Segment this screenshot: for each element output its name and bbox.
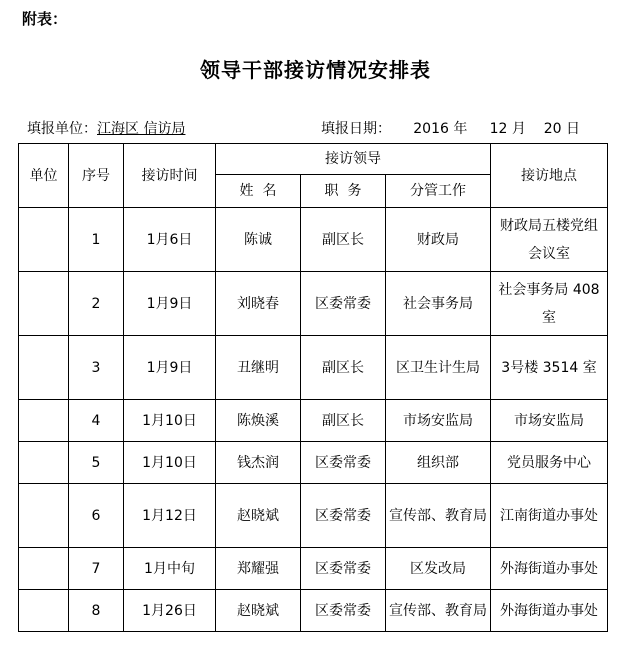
- cell-time: 1月12日: [124, 484, 216, 548]
- date-day-unit: 日: [566, 121, 580, 137]
- cell-seq: 8: [69, 590, 124, 632]
- cell-duty: 社会事务局: [386, 272, 491, 336]
- col-header-duty: 分管工作: [386, 175, 491, 208]
- cell-unit: [19, 590, 69, 632]
- cell-name: 钱杰润: [216, 442, 301, 484]
- cell-name: 陈焕溪: [216, 400, 301, 442]
- cell-time: 1月10日: [124, 400, 216, 442]
- table-row: [19, 548, 608, 590]
- col-header-leader-group: 接访领导: [216, 144, 491, 175]
- cell-position: 区委常委: [301, 272, 386, 336]
- cell-duty: 区发改局: [386, 548, 491, 590]
- reporting-date: [321, 118, 580, 138]
- col-header-name: 姓 名: [216, 175, 301, 208]
- cell-unit: [19, 400, 69, 442]
- page-title: 领导干部接访情况安排表: [200, 58, 431, 82]
- cell-duty: 组织部: [386, 442, 491, 484]
- date-month: 12: [489, 121, 508, 137]
- cell-time: 1月中旬: [124, 548, 216, 590]
- date-year: 2016: [413, 121, 449, 137]
- cell-name: 郑耀强: [216, 548, 301, 590]
- table-row: [19, 484, 608, 548]
- date-year-unit: 年: [453, 121, 468, 137]
- col-header-unit: 单位: [19, 144, 69, 208]
- header-row: [19, 144, 608, 175]
- table-row: [19, 272, 608, 336]
- cell-time: 1月6日: [124, 208, 216, 272]
- cell-location: 3号楼 3514 室: [491, 336, 608, 400]
- date-day: 20: [543, 121, 562, 137]
- reporting-unit: [27, 118, 185, 138]
- cell-location: 江南街道办事处: [491, 484, 608, 548]
- cell-time: 1月10日: [124, 442, 216, 484]
- cell-location: 财政局五楼党组会议室: [491, 208, 608, 272]
- table-row: [19, 590, 608, 632]
- cell-seq: 6: [69, 484, 124, 548]
- cell-seq: 5: [69, 442, 124, 484]
- date-label: 填报日期：: [321, 121, 391, 137]
- table-row: [19, 208, 608, 272]
- cell-duty: 宣传部、教育局: [386, 484, 491, 548]
- unit-label: 填报单位：: [27, 121, 97, 137]
- cell-seq: 1: [69, 208, 124, 272]
- cell-duty: 宣传部、教育局: [386, 590, 491, 632]
- cell-name: 丑继明: [216, 336, 301, 400]
- cell-time: 1月9日: [124, 272, 216, 336]
- cell-position: 副区长: [301, 208, 386, 272]
- table-row: [19, 400, 608, 442]
- col-header-location: 接访地点: [491, 144, 608, 208]
- cell-unit: [19, 208, 69, 272]
- cell-duty: 市场安监局: [386, 400, 491, 442]
- cell-time: 1月9日: [124, 336, 216, 400]
- cell-name: 陈诚: [216, 208, 301, 272]
- cell-unit: [19, 336, 69, 400]
- cell-seq: 3: [69, 336, 124, 400]
- cell-position: 副区长: [301, 400, 386, 442]
- cell-name: 刘晓春: [216, 272, 301, 336]
- cell-duty: 财政局: [386, 208, 491, 272]
- date-month-unit: 月: [511, 121, 526, 137]
- cell-seq: 2: [69, 272, 124, 336]
- cell-name: 赵晓斌: [216, 590, 301, 632]
- cell-location: 市场安监局: [491, 400, 608, 442]
- cell-position: 区委常委: [301, 548, 386, 590]
- cell-unit: [19, 548, 69, 590]
- col-header-seq: 序号: [69, 144, 124, 208]
- unit-value: 江海区 信访局: [97, 121, 186, 137]
- cell-seq: 7: [69, 548, 124, 590]
- schedule-table: [18, 143, 608, 632]
- cell-unit: [19, 272, 69, 336]
- cell-location: 外海街道办事处: [491, 590, 608, 632]
- cell-position: 区委常委: [301, 590, 386, 632]
- cell-unit: [19, 442, 69, 484]
- cell-time: 1月26日: [124, 590, 216, 632]
- cell-position: 区委常委: [301, 484, 386, 548]
- cell-position: 区委常委: [301, 442, 386, 484]
- cell-location: 社会事务局 408 室: [491, 272, 608, 336]
- table-row: [19, 336, 608, 400]
- cell-position: 副区长: [301, 336, 386, 400]
- table-row: [19, 442, 608, 484]
- cell-duty: 区卫生计生局: [386, 336, 491, 400]
- cell-location: 外海街道办事处: [491, 548, 608, 590]
- cell-seq: 4: [69, 400, 124, 442]
- attachment-label: 附表：: [22, 10, 68, 28]
- col-header-time: 接访时间: [124, 144, 216, 208]
- cell-unit: [19, 484, 69, 548]
- col-header-position: 职 务: [301, 175, 386, 208]
- cell-location: 党员服务中心: [491, 442, 608, 484]
- cell-name: 赵晓斌: [216, 484, 301, 548]
